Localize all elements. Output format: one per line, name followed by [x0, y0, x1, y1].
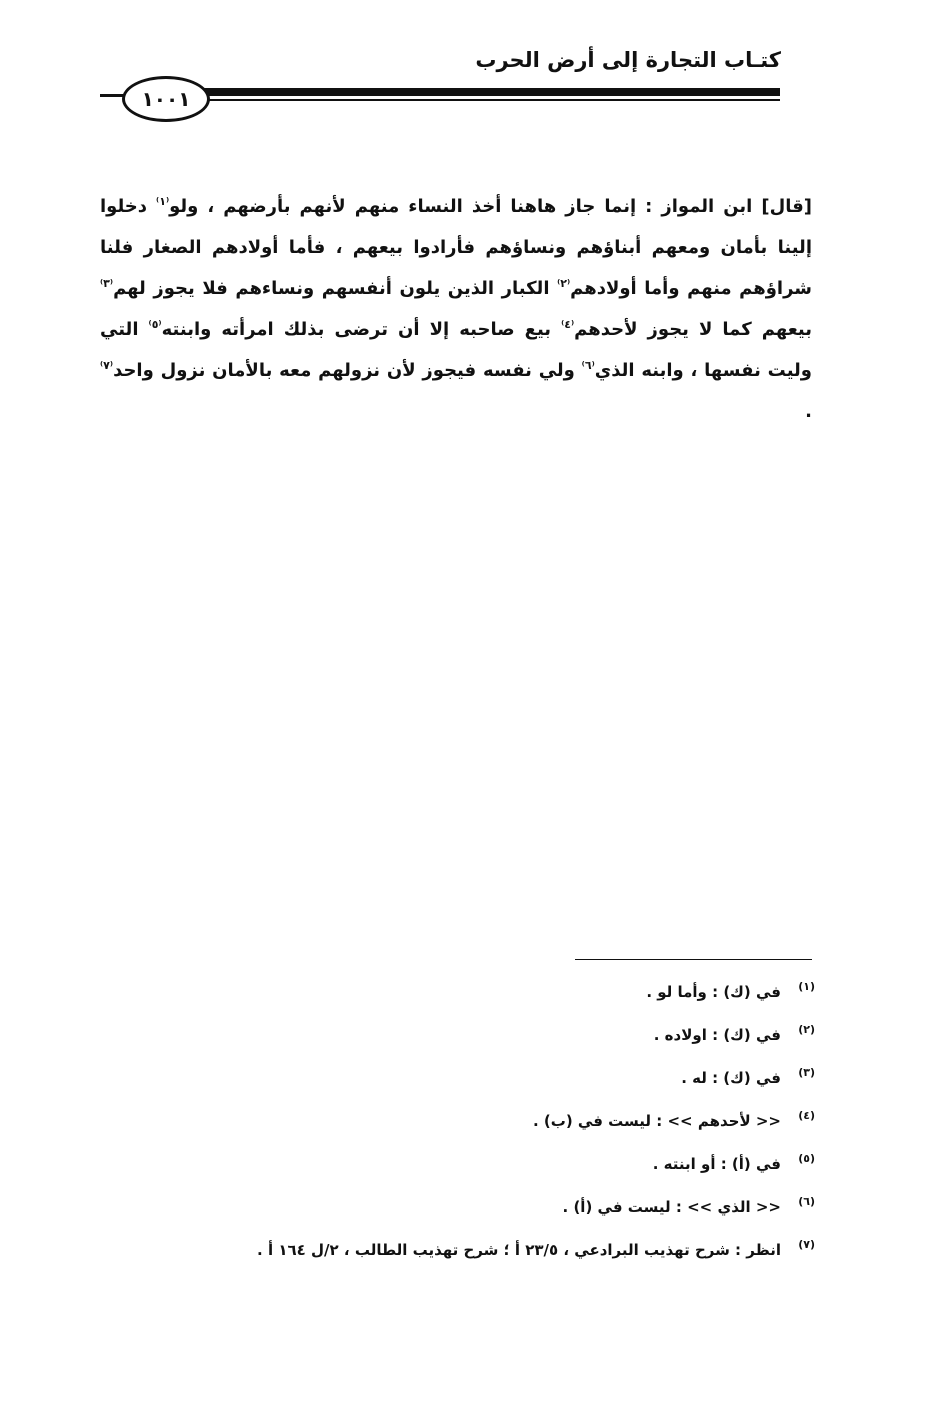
footnote-text: انظر : شرح تهذيب البرادعي ، ٢٣/٥ أ ؛ شرح تهذيب الطالب ، ٢/ل ١٦٤ أ . [257, 1241, 781, 1259]
text-segment: الكبار الذين يلون أنفسهم ونساءهم فلا يجوز لهم [113, 278, 558, 299]
footnote-2 [215, 1023, 815, 1066]
footnote-marker: (٥) [798, 1152, 815, 1165]
footnote-3 [215, 1066, 815, 1109]
footnote-ref-5: ⁽٥⁾ [148, 318, 162, 331]
footnote-text: في (ك) : اولاده . [653, 1026, 781, 1044]
text-segment: بيع صاحبه إلا أن ترضى بذلك امرأته وابنته [161, 319, 562, 340]
footnote-7 [215, 1238, 815, 1281]
footnote-text: في (ك) : له . [681, 1069, 781, 1087]
footnotes [215, 980, 815, 1281]
footnote-6 [215, 1195, 815, 1238]
header-rule-thin [200, 99, 780, 101]
footnote-text: في (أ) : أو ابنته . [652, 1155, 781, 1173]
page-number [122, 76, 210, 122]
footnote-marker: (٦) [798, 1195, 815, 1208]
footnote-marker: (٤) [798, 1109, 815, 1122]
footnote-ref-6: ⁽٦⁾ [581, 359, 595, 372]
running-title: كتـاب التجارة إلى أرض الحرب [475, 48, 781, 72]
text-segment: ولي نفسه فيجوز لأن نزولهم معه بالأمان نزول واحد [113, 360, 582, 381]
footnote-text: في (ك) : وأما لو . [646, 983, 781, 1001]
footnote-1 [215, 980, 815, 1023]
footnote-separator [575, 959, 812, 960]
footnote-text: << الذي >> : ليست في (أ) . [562, 1198, 781, 1216]
header-rule [200, 88, 780, 96]
footnote-marker: (٢) [798, 1023, 815, 1036]
footnote-ref-3: ⁽٣⁾ [100, 277, 114, 290]
text-segment: دخلوا إلينا بأمان ومعهم أبناؤهم ونساؤهم فأرادوا بيعهم ، فأما أولادهم الصغار فلنا شراؤهم منهم وأما أولادهم [100, 196, 813, 299]
text-segment: . [805, 401, 812, 422]
footnote-marker: (٧) [798, 1238, 815, 1251]
page-number-label: ١٠٠١ [141, 87, 191, 111]
text-segment: بيعهم كما لا يجوز لأحدهم [574, 319, 812, 340]
footnote-text: << لأحدهم >> : ليست في (ب) . [532, 1112, 781, 1130]
footnote-marker: (٣) [798, 1066, 815, 1079]
footnote-ref-7: ⁽٧⁾ [100, 359, 114, 372]
text-segment: [قال] ابن المواز : إنما جاز هاهنا أخذ النساء منهم لأنهم بأرضهم ، ولو [169, 196, 813, 217]
footnote-marker: (١) [798, 980, 815, 993]
footnote-ref-1: ⁽١⁾ [156, 195, 170, 208]
main-text [100, 186, 812, 432]
text-segment: التي وليت نفسها ، وابنه الذي [100, 319, 812, 381]
footnote-4 [215, 1109, 815, 1152]
main-paragraph [100, 186, 812, 432]
footnote-ref-2: ⁽٢⁾ [557, 277, 571, 290]
footnote-ref-4: ⁽٤⁾ [561, 318, 575, 331]
footnote-5 [215, 1152, 815, 1195]
